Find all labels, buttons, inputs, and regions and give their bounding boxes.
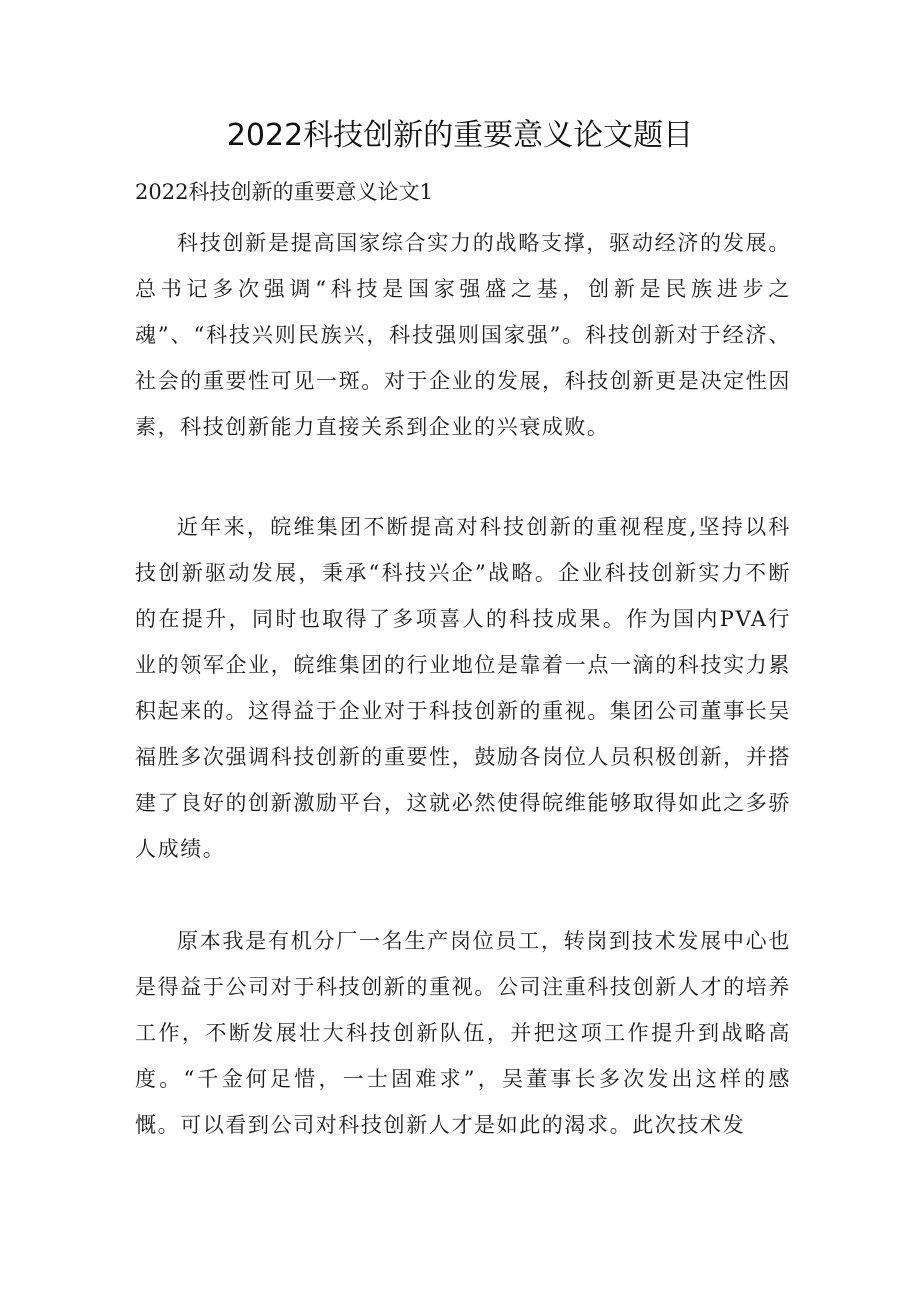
paragraph-3: 原本我是有机分厂一名生产岗位员工，转岗到技术发展中心也是得益于公司对于科技创新的重视。公司注重科技创新人才的培养工作，不断发展壮大科技创新队伍，并把这项工作提升到战略高度。“千金何足惜，一士固难求”，吴董事长多次发出这样的感慨。可以看到公司对科技创新人才是如此的渴求。此次技术发 bbox=[135, 929, 791, 1137]
document-subtitle: 2022科技创新的重要意义论文1 bbox=[135, 180, 433, 204]
document-title: 2022科技创新的重要意义论文题目 bbox=[226, 118, 694, 153]
paragraph-2: 近年来，皖维集团不断提高对科技创新的重视程度,坚持以科技创新驱动发展，秉承“科技兴企”战略。企业科技创新实力不断的在提升，同时也取得了多项喜人的科技成果。作为国内PVA行业的领军企业，皖维集团的行业地位是靠着一点一滴的科技实力累积起来的。这得益于企业对于科技创新的重视。集团公司董事长吴福胜多次强调科技创新的重要性，鼓励各岗位人员积极创新，并搭建了良好的创新激励平台，这就必然使得皖维能够取得如此之多骄人成绩。 bbox=[135, 515, 791, 861]
paragraph-1: 科技创新是提高国家综合实力的战略支撑，驱动经济的发展。总书记多次强调“科技是国家强盛之基，创新是民族进步之魂”、“科技兴则民族兴，科技强则国家强”。科技创新对于经济、社会的重要性可见一斑。对于企业的发展，科技创新更是决定性因素，科技创新能力直接关系到企业的兴衰成败。 bbox=[135, 231, 791, 439]
